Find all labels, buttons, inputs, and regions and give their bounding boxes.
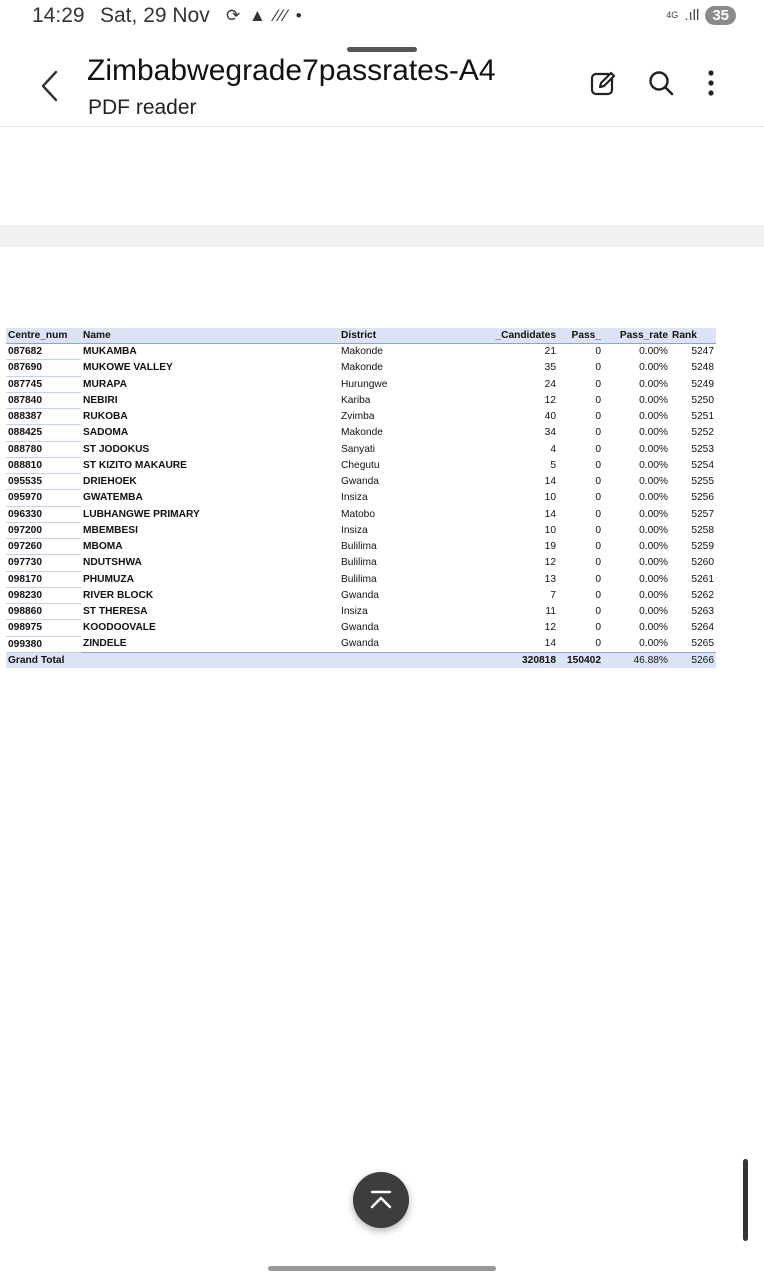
cell-pass: 0 <box>595 492 601 504</box>
cell-district: Insiza <box>341 524 368 536</box>
cell-district: Makonde <box>341 346 383 358</box>
cell-candidates: 5 <box>550 459 556 471</box>
cell-pass: 0 <box>595 459 601 471</box>
table-row <box>6 490 716 506</box>
cell-name: ZINDELE <box>83 638 127 650</box>
cell-pass: 0 <box>595 541 601 553</box>
cell-centre-num: 098230 <box>6 587 81 603</box>
page-separator <box>0 225 764 247</box>
cell-rank: 5261 <box>691 573 714 585</box>
cell-pass-rate: 0.00% <box>639 541 668 553</box>
app-subtitle: PDF reader <box>88 96 197 119</box>
cell-pass-rate: 0.00% <box>639 573 668 585</box>
total-pass: 150402 <box>558 652 603 668</box>
header-centre-num: Centre_num <box>6 328 81 344</box>
cell-rank: 5260 <box>691 557 714 569</box>
cell-district: Zvimba <box>341 411 375 423</box>
table-row <box>6 604 716 620</box>
cell-candidates: 13 <box>544 573 556 585</box>
cell-rank: 5250 <box>691 394 714 406</box>
cell-pass: 0 <box>595 589 601 601</box>
cell-rank: 5256 <box>691 492 714 504</box>
cell-centre-num: 087840 <box>6 392 81 408</box>
cell-centre-num: 087690 <box>6 360 81 376</box>
cell-pass-rate: 0.00% <box>639 606 668 618</box>
cell-name: SADOMA <box>83 427 129 439</box>
cell-centre-num: 088780 <box>6 441 81 457</box>
cell-name: MUKOWE VALLEY <box>83 362 173 374</box>
total-label: Grand Total <box>6 652 81 668</box>
cell-pass-rate: 0.00% <box>639 524 668 536</box>
cell-name: DRIEHOEK <box>83 476 137 488</box>
header-rank: Rank <box>670 328 716 344</box>
cell-rank: 5254 <box>691 459 714 471</box>
cell-centre-num: 097260 <box>6 539 81 555</box>
cell-rank: 5249 <box>691 378 714 390</box>
cell-candidates: 10 <box>544 492 556 504</box>
cell-district: Gwanda <box>341 622 379 634</box>
table-row <box>6 441 716 457</box>
cell-name: GWATEMBA <box>83 492 143 504</box>
cell-centre-num: 096330 <box>6 506 81 522</box>
table-row <box>6 636 716 652</box>
cell-candidates: 7 <box>550 589 556 601</box>
table-header-row <box>6 328 716 344</box>
table-row <box>6 571 716 587</box>
cell-pass-rate: 0.00% <box>639 622 668 634</box>
cell-centre-num: 097730 <box>6 555 81 571</box>
table-row <box>6 555 716 571</box>
table-row <box>6 392 716 408</box>
cell-district: Makonde <box>341 427 383 439</box>
cell-centre-num: 098170 <box>6 571 81 587</box>
total-rank: 5266 <box>670 652 716 668</box>
cell-pass-rate: 0.00% <box>639 411 668 423</box>
cell-pass: 0 <box>595 443 601 455</box>
status-bar <box>0 0 764 34</box>
cell-pass: 0 <box>595 427 601 439</box>
pdf-page-content <box>6 328 716 668</box>
cell-pass: 0 <box>595 508 601 520</box>
cell-centre-num: 095535 <box>6 474 81 490</box>
network-type: 4G <box>666 10 679 20</box>
cell-rank: 5251 <box>691 411 714 423</box>
table-row <box>6 360 716 376</box>
cell-district: Bulilima <box>341 541 377 553</box>
cell-rank: 5259 <box>691 541 714 553</box>
cell-candidates: 24 <box>544 378 556 390</box>
more-vert-icon[interactable] <box>696 68 726 98</box>
status-date: Sat, 29 Nov <box>100 4 210 27</box>
cell-name: ST THERESA <box>83 606 148 618</box>
cell-pass: 0 <box>595 622 601 634</box>
header-candidates: _Candidates <box>482 328 558 344</box>
cell-district: Makonde <box>341 362 383 374</box>
cell-pass-rate: 0.00% <box>639 492 668 504</box>
cell-candidates: 35 <box>544 362 556 374</box>
cell-pass-rate: 0.00% <box>639 459 668 471</box>
cell-candidates: 12 <box>544 394 556 406</box>
back-arrow-icon[interactable] <box>36 68 64 104</box>
table-row <box>6 620 716 636</box>
cell-name: KOODOOVALE <box>83 622 156 634</box>
cell-centre-num: 088810 <box>6 457 81 473</box>
cell-district: Chegutu <box>341 459 380 471</box>
cell-centre-num: 099380 <box>6 636 81 652</box>
cell-name: PHUMUZA <box>83 573 134 585</box>
cell-candidates: 19 <box>544 541 556 553</box>
cell-pass-rate: 0.00% <box>639 557 668 569</box>
cell-rank: 5258 <box>691 524 714 536</box>
cell-pass-rate: 0.00% <box>639 638 668 650</box>
document-title: Zimbabwegrade7passrates-A4 <box>87 54 496 87</box>
cell-name: MBEMBESI <box>83 524 138 536</box>
header-pass: Pass_ <box>558 328 603 344</box>
cell-centre-num: 088387 <box>6 409 81 425</box>
table-row <box>6 457 716 473</box>
search-icon[interactable] <box>646 68 676 98</box>
cell-rank: 5265 <box>691 638 714 650</box>
cell-district: Insiza <box>341 606 368 618</box>
cell-pass: 0 <box>595 476 601 488</box>
cell-rank: 5255 <box>691 476 714 488</box>
table-row <box>6 539 716 555</box>
cell-pass: 0 <box>595 411 601 423</box>
results-table <box>6 328 716 668</box>
gesture-bar[interactable] <box>268 1266 496 1271</box>
edit-icon[interactable] <box>588 68 618 98</box>
cell-candidates: 14 <box>544 638 556 650</box>
app-bar <box>0 34 764 127</box>
cell-rank: 5253 <box>691 443 714 455</box>
cell-candidates: 34 <box>544 427 556 439</box>
cell-rank: 5264 <box>691 622 714 634</box>
cell-district: Hurungwe <box>341 378 388 390</box>
cell-district: Kariba <box>341 394 371 406</box>
cell-centre-num: 088425 <box>6 425 81 441</box>
status-time: 14:29 <box>32 4 85 27</box>
table-row <box>6 344 716 360</box>
cell-pass: 0 <box>595 573 601 585</box>
scroll-to-top-button[interactable] <box>353 1172 409 1228</box>
cell-pass: 0 <box>595 346 601 358</box>
cell-name: MBOMA <box>83 541 123 553</box>
cell-district: Bulilima <box>341 557 377 569</box>
table-row <box>6 474 716 490</box>
cell-district: Gwanda <box>341 638 379 650</box>
cell-district: Gwanda <box>341 476 379 488</box>
cell-name: RIVER BLOCK <box>83 589 154 601</box>
cell-pass: 0 <box>595 557 601 569</box>
notification-icons: ⟳ ▲ ⁄⁄⁄ • <box>226 6 304 25</box>
cell-rank: 5257 <box>691 508 714 520</box>
cell-pass-rate: 0.00% <box>639 378 668 390</box>
status-right <box>666 6 736 25</box>
cell-pass-rate: 0.00% <box>639 443 668 455</box>
table-row <box>6 376 716 392</box>
cell-name: MUKAMBA <box>83 346 137 358</box>
cell-pass-rate: 0.00% <box>639 346 668 358</box>
cell-pass: 0 <box>595 638 601 650</box>
cell-pass: 0 <box>595 394 601 406</box>
cell-candidates: 4 <box>550 443 556 455</box>
cell-name: MURAPA <box>83 378 127 390</box>
cell-name: ST KIZITO MAKAURE <box>83 459 187 471</box>
table-row <box>6 506 716 522</box>
cell-pass-rate: 0.00% <box>639 394 668 406</box>
cell-district: Gwanda <box>341 589 379 601</box>
cell-candidates: 14 <box>544 476 556 488</box>
cell-pass-rate: 0.00% <box>639 476 668 488</box>
cell-pass: 0 <box>595 362 601 374</box>
cell-district: Sanyati <box>341 443 375 455</box>
table-body <box>6 344 716 653</box>
table-row <box>6 522 716 538</box>
cell-name: ST JODOKUS <box>83 443 150 455</box>
scrollbar-thumb[interactable] <box>743 1159 748 1241</box>
header-pass-rate: Pass_rate <box>603 328 670 344</box>
table-row <box>6 587 716 603</box>
total-empty-district <box>339 652 482 668</box>
cell-candidates: 12 <box>544 622 556 634</box>
total-candidates: 320818 <box>482 652 558 668</box>
total-pass-rate: 46.88% <box>603 652 670 668</box>
cell-candidates: 40 <box>544 411 556 423</box>
cell-centre-num: 087745 <box>6 376 81 392</box>
cell-pass: 0 <box>595 524 601 536</box>
table-row <box>6 425 716 441</box>
cell-candidates: 11 <box>545 606 556 618</box>
cell-centre-num: 097200 <box>6 522 81 538</box>
header-district: District <box>339 328 482 344</box>
scroll-to-top-icon <box>353 1172 409 1228</box>
cell-rank: 5252 <box>691 427 714 439</box>
cell-district: Insiza <box>341 492 368 504</box>
grand-total-row <box>6 652 716 668</box>
cell-candidates: 12 <box>544 557 556 569</box>
total-empty-name <box>81 652 339 668</box>
cell-name: NEBIRI <box>83 394 118 406</box>
cell-rank: 5248 <box>691 362 714 374</box>
cell-pass-rate: 0.00% <box>639 362 668 374</box>
table-row <box>6 409 716 425</box>
cell-candidates: 21 <box>544 346 556 358</box>
cell-pass-rate: 0.00% <box>639 589 668 601</box>
cell-centre-num: 098860 <box>6 604 81 620</box>
cell-pass: 0 <box>595 606 601 618</box>
cell-pass: 0 <box>595 378 601 390</box>
battery-badge: 35 <box>705 6 736 25</box>
cell-rank: 5247 <box>691 346 714 358</box>
header-name: Name <box>81 328 339 344</box>
cell-pass-rate: 0.00% <box>639 427 668 439</box>
cell-rank: 5263 <box>691 606 714 618</box>
cell-district: Matobo <box>341 508 375 520</box>
cell-pass-rate: 0.00% <box>639 508 668 520</box>
cell-name: RUKOBA <box>83 411 128 423</box>
cell-name: LUBHANGWE PRIMARY <box>83 508 200 520</box>
cell-name: NDUTSHWA <box>83 557 142 569</box>
cell-centre-num: 095970 <box>6 490 81 506</box>
cell-district: Bulilima <box>341 573 377 585</box>
signal-icon: .ıll <box>684 7 700 24</box>
cell-candidates: 14 <box>544 508 556 520</box>
cell-candidates: 10 <box>544 524 556 536</box>
cell-centre-num: 087682 <box>6 344 81 360</box>
cell-centre-num: 098975 <box>6 620 81 636</box>
cell-rank: 5262 <box>691 589 714 601</box>
